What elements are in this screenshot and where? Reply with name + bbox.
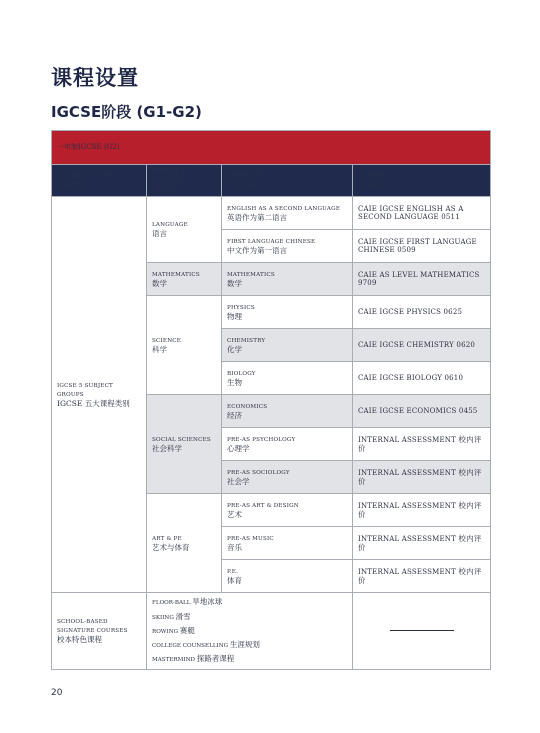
- header-exams-en: EXAMS: [358, 171, 385, 180]
- subject-en: PRE-AS PSYCHOLOGY: [227, 436, 296, 443]
- exam-en: CAIE AS LEVEL MATHEMATICS 9709: [358, 270, 480, 288]
- signature-curriculum-en: SCHOOL-BASED SIGNATURE COURSES: [57, 619, 128, 634]
- subject-zh: 体育: [227, 575, 242, 585]
- subject-zh: 经济: [227, 410, 242, 420]
- header-curriculum: [52, 165, 147, 197]
- subject-zh: 中文作为第一语言: [227, 245, 287, 255]
- subject-en: PHYSICS: [227, 304, 255, 311]
- exam-en: CAIE IGCSE CHEMISTRY 0620: [358, 340, 476, 349]
- subject-cell: [222, 428, 353, 461]
- subject-en: ENGLISH AS A SECOND LANGUAGE: [227, 205, 341, 212]
- subject-zh: 生物: [227, 377, 242, 387]
- header-subjects: [222, 165, 353, 197]
- subject-en: ECONOMICS: [227, 403, 268, 410]
- exam-en: INTERNAL ASSESSMENT: [358, 468, 456, 477]
- course-en: SKIING: [152, 614, 174, 621]
- group-language: [147, 197, 222, 263]
- course-zh: 探路者课程: [196, 654, 235, 664]
- subject-en: BIOLOGY: [227, 370, 256, 377]
- subject-zh: 物理: [227, 311, 242, 321]
- group-science-en: SCIENCE: [152, 337, 182, 344]
- header-groups-zh: 课程组: [152, 184, 175, 194]
- subject-cell: [222, 527, 353, 560]
- course-en: ROWING: [152, 628, 179, 635]
- header-subjects-en: SUBJECTS: [227, 171, 266, 180]
- table-row: [52, 197, 491, 230]
- group-art-pe-en: ART & PE: [152, 535, 182, 542]
- subject-cell: [222, 197, 353, 230]
- exam-cell: [353, 329, 491, 362]
- exam-cell: [353, 395, 491, 428]
- subject-en: CHEMISTRY: [227, 337, 266, 344]
- exam-en: INTERNAL ASSESSMENT: [358, 501, 456, 510]
- header-curriculum-en: CURRICULUM: [57, 171, 111, 180]
- exam-cell: [353, 230, 491, 263]
- group-art-pe: [147, 494, 222, 593]
- course-item: [152, 595, 347, 609]
- subject-zh: 化学: [227, 344, 242, 354]
- curriculum-core-cell: [52, 197, 147, 593]
- exam-cell: [353, 527, 491, 560]
- group-language-en: LANGUAGE: [152, 222, 188, 229]
- course-item: [152, 638, 347, 652]
- table-header-row: [52, 165, 491, 197]
- subject-zh: 社会学: [227, 476, 250, 486]
- subject-en: PRE-AS ART & DESIGN: [227, 502, 299, 509]
- subject-cell: [222, 494, 353, 527]
- table-band-row: [52, 131, 491, 165]
- curriculum-core-zh: IGCSE 五大课程类别: [57, 398, 130, 408]
- group-science-zh: 科学: [152, 344, 167, 354]
- signature-curriculum-zh: 校本特色课程: [57, 634, 102, 644]
- exam-en: CAIE IGCSE PHYSICS 0625: [358, 307, 463, 316]
- exam-en: INTERNAL ASSESSMENT: [358, 534, 456, 543]
- exam-cell: [353, 494, 491, 527]
- course-en: FLOOR-BALL: [152, 600, 191, 607]
- header-groups-en: SUBJECT GROUPS: [152, 167, 186, 184]
- subject-en: FIRST LANGUAGE CHINESE: [227, 238, 316, 245]
- group-art-pe-zh: 艺术与体育: [152, 542, 190, 552]
- subject-cell: [222, 560, 353, 593]
- course-zh: 旱地冰球: [192, 597, 223, 607]
- exam-cell: [353, 263, 491, 296]
- group-language-zh: 语言: [152, 229, 167, 239]
- subject-en: PRE-AS SOCIOLOGY: [227, 469, 290, 476]
- group-social-sciences-en: SOCIAL SCIENCES: [152, 436, 211, 443]
- exam-cell: [353, 362, 491, 395]
- header-groups: [147, 165, 222, 197]
- page-number: 20: [51, 688, 63, 698]
- course-item: [152, 652, 347, 666]
- course-en: COLLEGE COUNSELLING: [152, 643, 229, 649]
- curriculum-table: [51, 130, 491, 670]
- group-mathematics-zh: 数学: [152, 278, 167, 288]
- group-science: [147, 296, 222, 395]
- subject-zh: 音乐: [227, 542, 242, 552]
- group-mathematics-en: MATHEMATICS: [152, 271, 200, 278]
- subject-cell: [222, 230, 353, 263]
- course-item: [152, 610, 347, 624]
- course-en: MASTERMIND: [152, 657, 195, 664]
- group-social-sciences-zh: 社会科学: [152, 443, 182, 453]
- course-item: [152, 624, 347, 638]
- subject-en: P.E.: [227, 568, 239, 575]
- subject-en: MATHEMATICS: [227, 271, 275, 278]
- exam-cell: [353, 428, 491, 461]
- exam-en: CAIE IGCSE ENGLISH AS A SECOND LANGUAGE 0511: [358, 204, 464, 222]
- subject-zh: 心理学: [227, 443, 250, 453]
- exam-en: INTERNAL ASSESSMENT: [358, 567, 456, 576]
- signature-row: [52, 593, 491, 669]
- subject-en: PRE-AS MUSIC: [227, 535, 274, 542]
- header-curriculum-zh: 课程类别: [57, 180, 87, 190]
- signature-courses-cell: [147, 593, 353, 669]
- group-social-sciences: [147, 395, 222, 494]
- course-zh: 生涯规划: [229, 640, 260, 649]
- subject-zh: 数学: [227, 278, 242, 288]
- exam-cell: [353, 560, 491, 593]
- subject-cell: [222, 263, 353, 296]
- exam-cell: [353, 197, 491, 230]
- exam-cell: [353, 461, 491, 494]
- empty-dash: [390, 630, 454, 631]
- header-subjects-zh: 开设学科: [227, 180, 257, 190]
- subject-cell: [222, 461, 353, 494]
- exam-zh: 校内评价: [358, 533, 482, 553]
- header-exams: [353, 165, 491, 197]
- group-mathematics: [147, 263, 222, 296]
- exam-zh: 校内评价: [358, 434, 482, 454]
- exam-en: INTERNAL ASSESSMENT: [358, 435, 456, 444]
- subject-cell: [222, 395, 353, 428]
- subject-cell: [222, 362, 353, 395]
- exam-en: CAIE IGCSE ECONOMICS 0455: [358, 406, 478, 415]
- exam-en: CAIE IGCSE FIRST LANGUAGE CHINESE 0509: [358, 237, 477, 255]
- exam-en: CAIE IGCSE BIOLOGY 0610: [358, 373, 464, 382]
- subject-zh: 艺术: [227, 509, 242, 519]
- curriculum-core-en: IGCSE 5 SUBJECT GROUPS: [57, 382, 113, 398]
- exam-zh: 校内评价: [358, 467, 482, 487]
- exam-zh: 校内评价: [358, 500, 482, 520]
- exam-zh: 校内评价: [358, 566, 482, 586]
- signature-curriculum-cell: [52, 593, 147, 669]
- signature-exam-cell: [353, 593, 491, 669]
- course-zh: 赛艇: [179, 625, 195, 635]
- subject-cell: [222, 329, 353, 362]
- header-exams-zh: 考试科目: [358, 180, 388, 190]
- page-subtitle: IGCSE阶段 (G1-G2): [51, 103, 202, 121]
- subject-cell: [222, 296, 353, 329]
- page-title: 课程设置: [51, 66, 139, 90]
- exam-cell: [353, 296, 491, 329]
- table-band-title: 一年制IGCSE (G2): [52, 131, 491, 165]
- course-zh: 滑雪: [175, 611, 191, 621]
- subject-zh: 英语作为第二语言: [227, 212, 287, 222]
